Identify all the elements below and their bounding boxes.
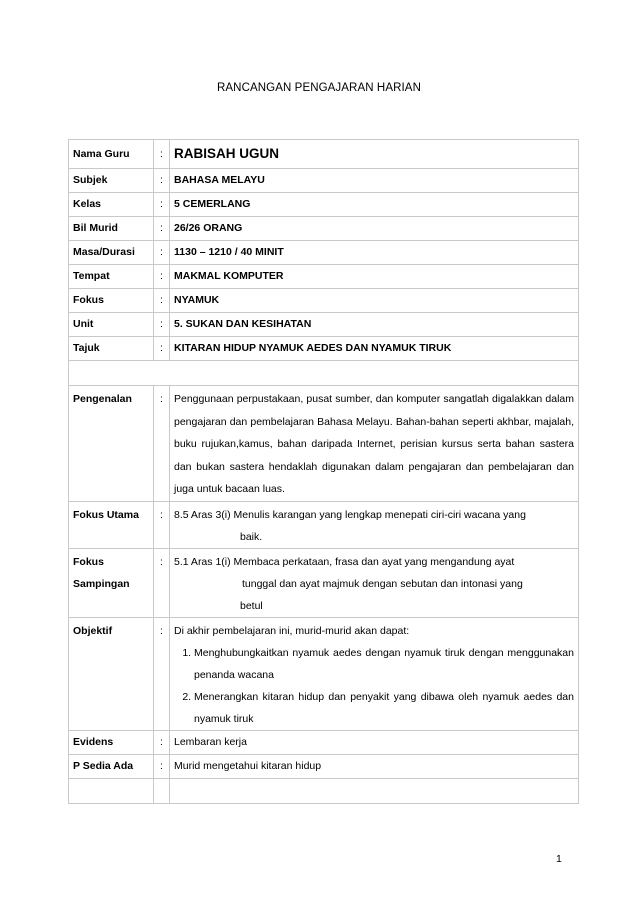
label-unit: Unit — [69, 313, 154, 337]
row-nama-guru — [69, 140, 579, 169]
empty-cell — [154, 778, 170, 803]
objektif-item: 1. Menghubungkaitkan nyamuk aedes dengan nyamuk tiruk dengan menggunakan penanda wacana — [194, 642, 574, 686]
label-masa: Masa/Durasi — [69, 241, 154, 265]
value-unit: 5. SUKAN DAN KESIHATAN — [170, 313, 579, 337]
row-p-sedia-ada — [69, 754, 579, 778]
colon: : — [154, 241, 170, 265]
row-unit — [69, 313, 579, 337]
row-tempat — [69, 265, 579, 289]
fokus-sampingan-line-2: tunggal dan ayat majmuk dengan sebutan dan intonasi yang — [242, 577, 523, 590]
label-fokus-utama: Fokus Utama — [69, 501, 154, 548]
colon: : — [154, 754, 170, 778]
label-fokus: Fokus — [69, 289, 154, 313]
document-title: RANCANGAN PENGAJARAN HARIAN — [217, 82, 421, 94]
spacer-row — [69, 361, 579, 386]
objektif-item: 2. Menerangkan kitaran hidup dan penyakit yang dibawa oleh nyamuk aedes dan nyamuk tiruk — [194, 686, 574, 730]
label-nama-guru: Nama Guru — [69, 140, 154, 169]
label-fokus-sampingan — [69, 548, 154, 617]
colon: : — [154, 313, 170, 337]
empty-cell — [69, 778, 154, 803]
value-tempat: MAKMAL KOMPUTER — [170, 265, 579, 289]
value-pengenalan: Penggunaan perpustakaan, pusat sumber, dan komputer sangatlah digalakkan dalam pengajaran dan pembelajaran Bahasa Melayu. Bahan-bahan seperti akhbar, majalah, buku rujukan,kamus, bahan daripada Internet, perisian kursus serta bahan sastera dan bukan sastera hendaklah digunakan dalam pengajaran dan pembelajaran dan juga untuk bacaan luas. — [170, 386, 579, 502]
row-fokus-utama — [69, 501, 579, 548]
label-kelas: Kelas — [69, 193, 154, 217]
value-tajuk: KITARAN HIDUP NYAMUK AEDES DAN NYAMUK TIRUK — [170, 337, 579, 361]
value-kelas: 5 CEMERLANG — [170, 193, 579, 217]
value-evidens: Lembaran kerja — [170, 730, 579, 754]
value-p-sedia-ada: Murid mengetahui kitaran hidup — [170, 754, 579, 778]
colon: : — [154, 289, 170, 313]
label-objektif: Objektif — [69, 617, 154, 730]
label-subjek: Subjek — [69, 169, 154, 193]
empty-cell — [170, 778, 579, 803]
label-evidens: Evidens — [69, 730, 154, 754]
colon: : — [154, 730, 170, 754]
row-bil-murid — [69, 217, 579, 241]
value-objektif — [170, 617, 579, 730]
colon: : — [154, 337, 170, 361]
row-kelas — [69, 193, 579, 217]
row-objektif — [69, 617, 579, 730]
row-subjek — [69, 169, 579, 193]
fokus-sampingan-line-1: 5.1 Aras 1(i) Membaca perkataan, frasa dan ayat yang mengandung ayat — [174, 555, 515, 568]
lesson-plan-table — [68, 139, 579, 804]
label-bil-murid: Bil Murid — [69, 217, 154, 241]
fokus-utama-line-1: 8.5 Aras 3(i) Menulis karangan yang lengkap menepati ciri-ciri wacana yang — [174, 508, 526, 521]
label-fokus-sampingan-line-2: Sampingan — [73, 577, 130, 590]
empty-cell — [69, 361, 579, 386]
row-fokus-sampingan — [69, 548, 579, 617]
colon: : — [154, 169, 170, 193]
value-nama-guru: RABISAH UGUN — [170, 140, 579, 169]
row-pengenalan — [69, 386, 579, 502]
objektif-list — [174, 642, 574, 730]
row-evidens — [69, 730, 579, 754]
label-tempat: Tempat — [69, 265, 154, 289]
colon: : — [154, 193, 170, 217]
value-bil-murid: 26/26 ORANG — [170, 217, 579, 241]
label-p-sedia-ada: P Sedia Ada — [69, 754, 154, 778]
value-subjek: BAHASA MELAYU — [170, 169, 579, 193]
page-number: 1 — [556, 853, 562, 865]
value-masa: 1130 – 1210 / 40 MINIT — [170, 241, 579, 265]
colon: : — [154, 617, 170, 730]
colon: : — [154, 548, 170, 617]
fokus-utama-line-2: baik. — [240, 530, 263, 543]
colon: : — [154, 386, 170, 502]
value-fokus-utama — [170, 501, 579, 548]
label-tajuk: Tajuk — [69, 337, 154, 361]
spacer-row-bottom — [69, 778, 579, 803]
row-tajuk — [69, 337, 579, 361]
row-fokus — [69, 289, 579, 313]
objektif-intro: Di akhir pembelajaran ini, murid-murid akan dapat: — [174, 624, 410, 637]
colon: : — [154, 140, 170, 169]
label-fokus-sampingan-line-1: Fokus — [73, 555, 104, 568]
value-fokus: NYAMUK — [170, 289, 579, 313]
colon: : — [154, 217, 170, 241]
fokus-sampingan-line-3: betul — [240, 599, 263, 612]
row-masa — [69, 241, 579, 265]
label-pengenalan: Pengenalan — [69, 386, 154, 502]
colon: : — [154, 265, 170, 289]
value-fokus-sampingan — [170, 548, 579, 617]
colon: : — [154, 501, 170, 548]
